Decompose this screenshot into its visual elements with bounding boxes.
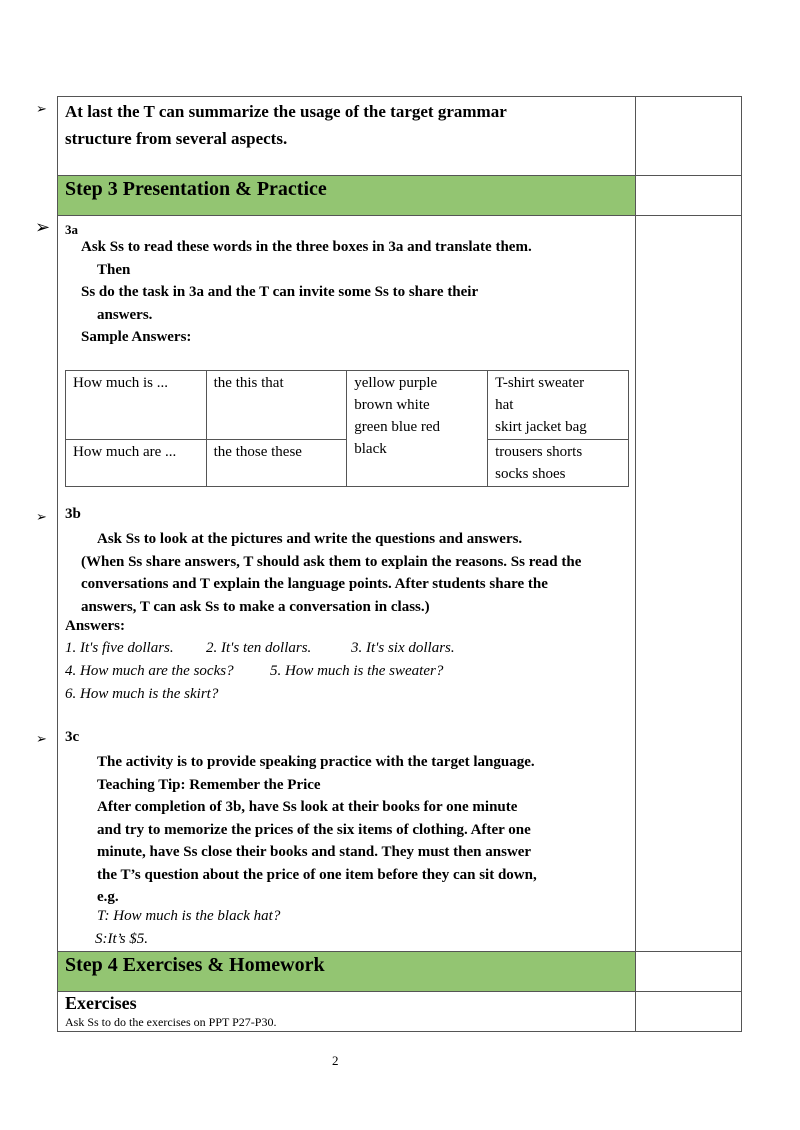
s3c-line: minute, have Ss close their books and stand. They must then answer [97,844,532,860]
cell-line: skirt jacket bag [495,419,587,435]
s3c-line: After completion of 3b, have Ss look at their books for one minute [97,799,518,815]
s3a-line: Then [97,261,131,278]
cell-line: T-shirt sweater [495,375,585,391]
teaching-tip: Teaching Tip: Remember the Price [97,776,321,793]
s3b-line: answers, T can ask Ss to make a conversation in class.) [81,598,430,615]
table-cell: How much are ... [66,440,207,487]
intro-line: structure from several aspects. [65,129,288,148]
table-cell [488,371,629,440]
cell-line: brown white [354,397,430,413]
answers-label: Answers: [65,618,125,634]
cell-line: trousers shorts [495,444,583,460]
cell-line: black [354,441,387,457]
s3b-line: (When Ss share answers, T should ask them to explain the reasons. Ss read the [81,553,582,570]
s3b-line: conversations and T explain the language points. After students share the [81,576,548,592]
exercises-text: Ask Ss to do the exercises on PPT P27-P30. [65,1015,277,1029]
arrowhead-bullet-icon: ➢ [35,217,51,238]
sample-answers-table [65,370,629,487]
table-cell-colors [347,371,488,487]
table-row [66,371,629,440]
row-divider [57,991,742,992]
cell-line: green blue red [354,419,441,435]
step3-title: Step 3 Presentation & Practice [65,178,327,200]
cell-line: socks shoes [495,466,566,482]
s3a-line: Ask Ss to read these words in the three boxes in 3a and translate them. [81,239,532,255]
dialogue-question: T: How much is the black hat? [97,908,281,924]
s3c-line: e.g. [97,889,119,905]
s3c-line: and try to memorize the prices of the six items of clothing. After one [97,821,531,838]
dialogue-answer: S:It’s $5. [95,931,149,947]
s3a-line: Ss do the task in 3a and the T can invite some Ss to share their [81,284,479,300]
arrowhead-bullet-icon: ➢ [36,102,47,117]
answer-5: 5. How much is the sweater? [270,663,444,679]
table-cell: the this that [206,371,347,440]
row-divider [57,175,742,176]
s3c-line: the T’s question about the price of one item before they can sit down, [97,866,537,883]
answer-4: 4. How much are the socks? [65,663,234,679]
cell-line: yellow purple [354,375,438,391]
sample-answers-label: Sample Answers: [81,329,192,345]
answer-2: 2. It's ten dollars. [206,640,312,656]
table-cell: How much is ... [66,371,207,440]
step4-title: Step 4 Exercises & Homework [65,954,325,976]
cell-line: hat [495,397,514,413]
s3c-label: 3c [65,729,80,745]
table-cell [488,440,629,487]
s3c-line: The activity is to provide speaking practice with the target language. [97,754,535,770]
intro-line: At last the T can summarize the usage of the target grammar [65,102,507,121]
column-divider [635,96,636,1032]
table-cell: the those these [206,440,347,487]
row-divider [57,951,742,952]
s3a-line: answers. [97,306,153,323]
answer-3: 3. It's six dollars. [351,640,455,656]
answer-6: 6. How much is the skirt? [65,686,219,702]
s3c-text [97,751,537,909]
s3b-label: 3b [65,506,81,522]
page-number: 2 [332,1053,339,1068]
s3b-text [81,528,581,618]
exercises-title: Exercises [65,993,137,1013]
row-divider [57,215,742,216]
answer-1: 1. It's five dollars. [65,640,174,656]
s3b-line: Ask Ss to look at the pictures and write the questions and answers. [97,531,523,547]
arrowhead-bullet-icon: ➢ [36,732,47,747]
intro-text [65,98,507,152]
arrowhead-bullet-icon: ➢ [36,510,47,525]
s3a-text [81,236,532,349]
s3a-label: 3a [65,222,78,237]
